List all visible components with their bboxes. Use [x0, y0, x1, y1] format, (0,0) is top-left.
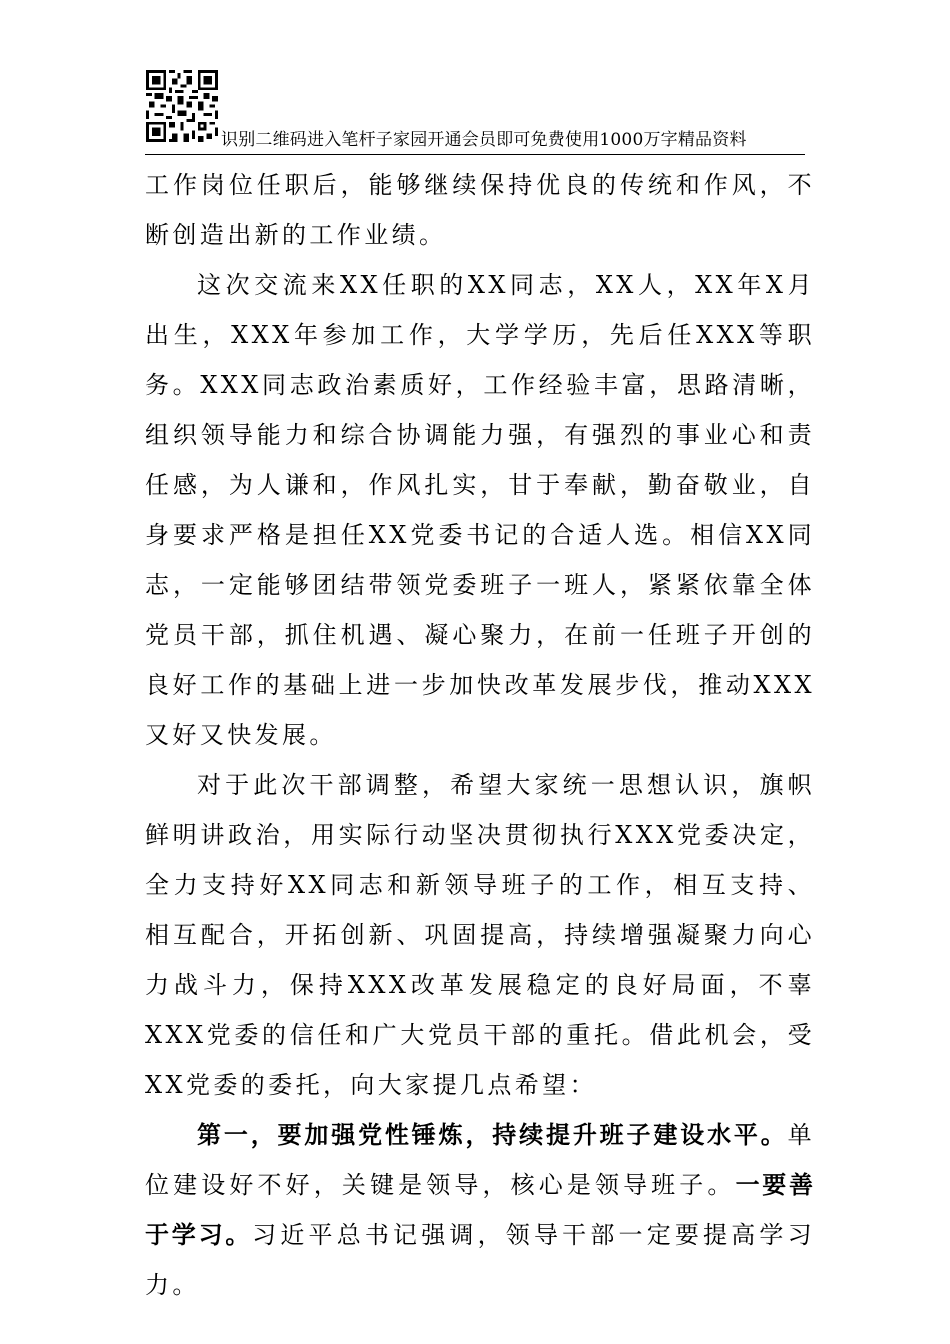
sub-point-heading: 一要善于学习。: [145, 1171, 816, 1249]
first-point-heading: 第一，要加强党性锤炼，持续提升班子建设水平。: [197, 1121, 788, 1149]
header-banner-text: 识别二维码进入笔杆子家园开通会员即可免费使用1000万字精品资料: [221, 130, 747, 150]
paragraph-candidate-intro: 这次交流来XX任职的XX同志，XX人，XX年X月出生，XXX年参加工作，大学学历，先后任XXX等职务。XXX同志政治素质好，工作经验丰富，思路清晰，组织领导能力和综合协调能力强，有强烈的事业心和责任感，为人谦和，作风扎实，甘于奉献，勤奋敬业，自身要求严格是担任XX党委书记的合适人选。相信XX同志，一定能够团结带领党委班子一班人，紧紧依靠全体党员干部，抓住机遇、凝心聚力，在前一任班子开创的良好工作的基础上进一步加快改革发展步伐，推动XXX又好又快发展。: [145, 271, 815, 749]
paragraph-continuation: 工作岗位任职后，能够继续保持优良的传统和作风，不断创造出新的工作业绩。: [145, 171, 815, 249]
paragraph-cadre-adjustment: 对于此次干部调整，希望大家统一思想认识，旗帜鲜明讲政治，用实际行动坚决贯彻执行XXX党委决定，全力支持好XX同志和新领导班子的工作，相互支持、相互配合，开拓创新、巩固提高，持续增强凝聚力向心力战斗力，保持XXX改革发展稳定的良好局面，不辜XXX党委的信任和广大党员干部的重托。借此机会，受XX党委的委托，向大家提几点希望：: [145, 771, 815, 1099]
page-header: [145, 70, 805, 155]
paragraph-first-point: [145, 1110, 815, 1310]
sub-point-text: 习近平总书记强调，领导干部一定要提高学习力。: [145, 1221, 816, 1299]
qr-code-icon: [146, 70, 218, 142]
first-point-text: 单位建设好不好，关键是领导，核心是领导班子。: [145, 1121, 815, 1199]
document-body: [145, 160, 815, 1310]
